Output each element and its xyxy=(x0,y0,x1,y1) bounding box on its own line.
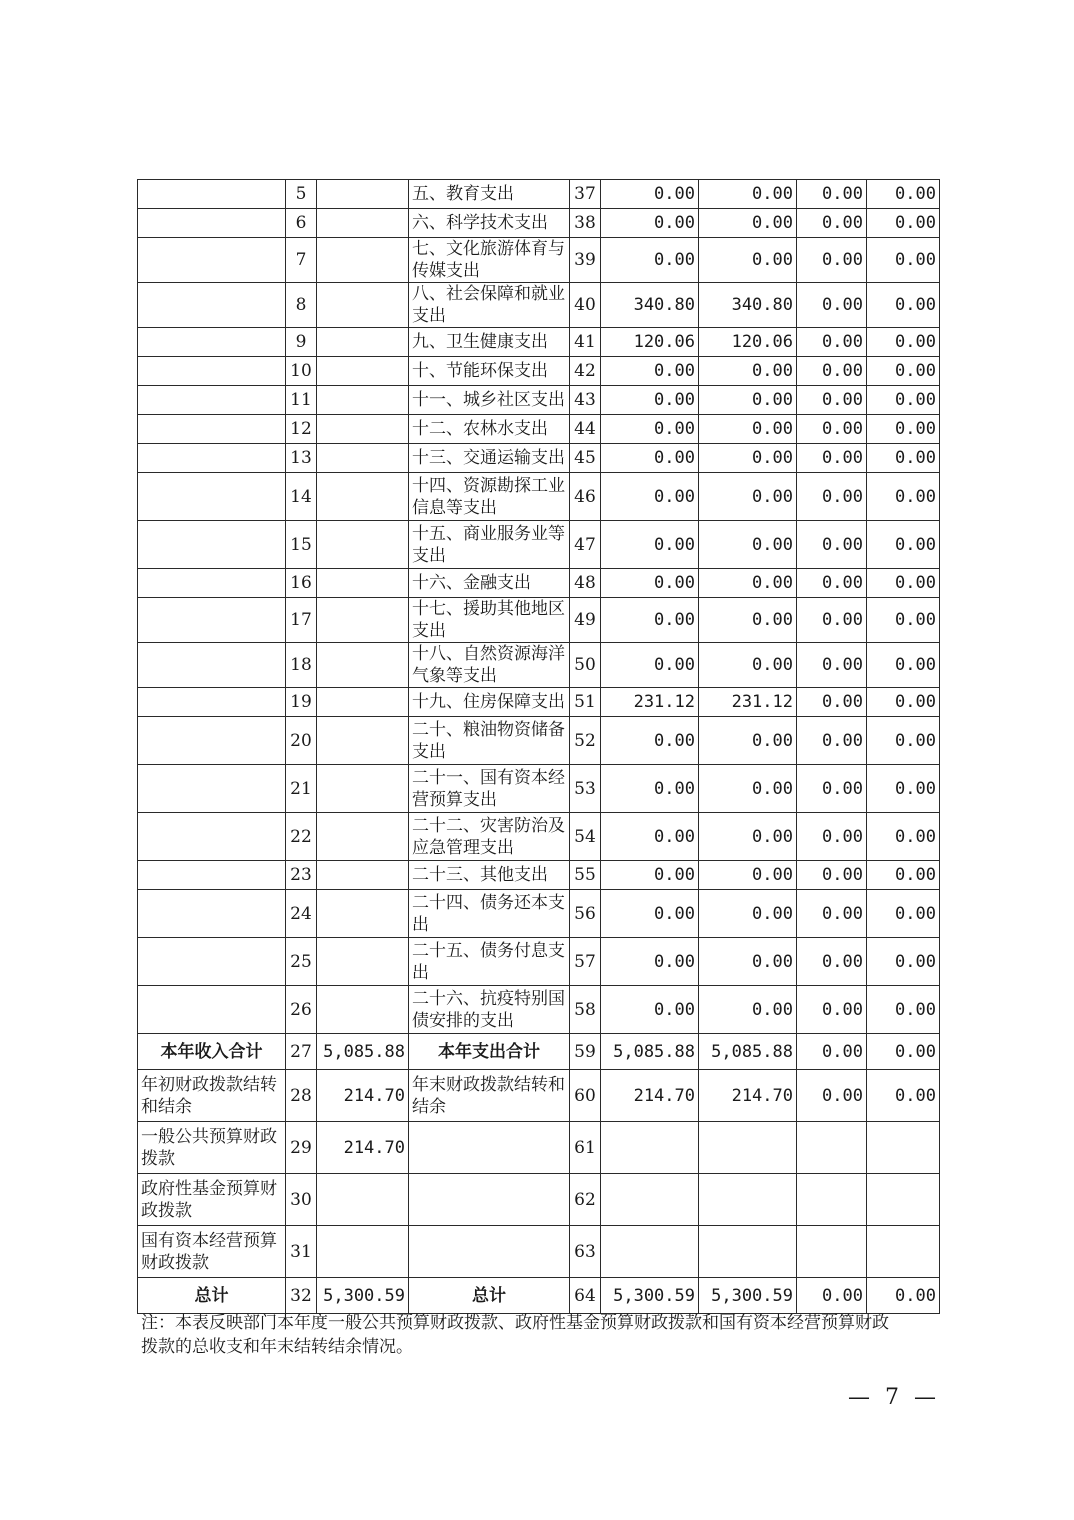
general-budget-amount: 0.00 xyxy=(699,238,797,283)
expense-total: 0.00 xyxy=(601,813,699,861)
income-amount: 214.70 xyxy=(317,1122,409,1174)
expense-total: 0.00 xyxy=(601,444,699,473)
government-fund-amount: 0.00 xyxy=(797,890,867,938)
government-fund-amount: 0.00 xyxy=(797,386,867,415)
general-budget-amount: 0.00 xyxy=(699,813,797,861)
state-capital-amount xyxy=(867,1122,940,1174)
income-amount xyxy=(317,386,409,415)
income-row-number: 29 xyxy=(286,1122,317,1174)
general-budget-amount xyxy=(699,1122,797,1174)
expense-total: 0.00 xyxy=(601,238,699,283)
income-row-number: 7 xyxy=(286,238,317,283)
general-budget-amount: 0.00 xyxy=(699,357,797,386)
government-fund-amount: 0.00 xyxy=(797,444,867,473)
expense-item: 二十一、国有资本经营预算支出 xyxy=(409,765,570,813)
table-row xyxy=(138,328,940,357)
general-budget-amount: 0.00 xyxy=(699,986,797,1034)
table-row xyxy=(138,444,940,473)
income-cell xyxy=(138,386,286,415)
expense-row-number: 52 xyxy=(570,717,601,765)
state-capital-amount xyxy=(867,1174,940,1226)
income-amount: 5,300.59 xyxy=(317,1278,409,1314)
income-row-number: 20 xyxy=(286,717,317,765)
table-row xyxy=(138,890,940,938)
expense-item: 六、科学技术支出 xyxy=(409,209,570,238)
expense-row-number: 55 xyxy=(570,861,601,890)
general-budget-amount: 0.00 xyxy=(699,415,797,444)
expense-row-number: 49 xyxy=(570,598,601,643)
income-amount xyxy=(317,765,409,813)
general-budget-amount: 340.80 xyxy=(699,283,797,328)
expense-item: 年末财政拨款结转和结余 xyxy=(409,1070,570,1122)
income-cell xyxy=(138,861,286,890)
general-budget-amount: 0.00 xyxy=(699,890,797,938)
income-amount xyxy=(317,473,409,521)
expense-item: 九、卫生健康支出 xyxy=(409,328,570,357)
expense-total: 5,085.88 xyxy=(601,1034,699,1070)
expense-row-number: 37 xyxy=(570,180,601,209)
government-fund-amount: 0.00 xyxy=(797,765,867,813)
government-fund-amount: 0.00 xyxy=(797,209,867,238)
state-capital-amount: 0.00 xyxy=(867,986,940,1034)
government-fund-amount: 0.00 xyxy=(797,938,867,986)
government-fund-amount: 0.00 xyxy=(797,688,867,717)
government-fund-amount: 0.00 xyxy=(797,283,867,328)
table-row xyxy=(138,180,940,209)
income-cell xyxy=(138,180,286,209)
income-cell: 本年收入合计 xyxy=(138,1034,286,1070)
state-capital-amount: 0.00 xyxy=(867,328,940,357)
expense-item: 二十六、抗疫特别国债安排的支出 xyxy=(409,986,570,1034)
expense-total: 0.00 xyxy=(601,765,699,813)
expense-item: 二十、粮油物资储备支出 xyxy=(409,717,570,765)
income-amount xyxy=(317,1174,409,1226)
expense-item: 二十五、债务付息支出 xyxy=(409,938,570,986)
income-amount xyxy=(317,209,409,238)
general-budget-amount: 0.00 xyxy=(699,717,797,765)
income-row-number: 26 xyxy=(286,986,317,1034)
expense-item: 八、社会保障和就业支出 xyxy=(409,283,570,328)
expense-item: 总计 xyxy=(409,1278,570,1314)
general-budget-amount xyxy=(699,1226,797,1278)
general-budget-amount: 120.06 xyxy=(699,328,797,357)
expense-item: 二十二、灾害防治及应急管理支出 xyxy=(409,813,570,861)
state-capital-amount: 0.00 xyxy=(867,444,940,473)
general-budget-amount: 5,085.88 xyxy=(699,1034,797,1070)
general-budget-amount: 0.00 xyxy=(699,521,797,569)
state-capital-amount: 0.00 xyxy=(867,209,940,238)
expense-row-number: 41 xyxy=(570,328,601,357)
expense-total: 0.00 xyxy=(601,986,699,1034)
income-row-number: 11 xyxy=(286,386,317,415)
government-fund-amount: 0.00 xyxy=(797,569,867,598)
expense-item xyxy=(409,1226,570,1278)
income-cell xyxy=(138,598,286,643)
expense-total: 0.00 xyxy=(601,861,699,890)
expense-total xyxy=(601,1226,699,1278)
income-row-number: 28 xyxy=(286,1070,317,1122)
income-row-number: 32 xyxy=(286,1278,317,1314)
income-row-number: 21 xyxy=(286,765,317,813)
expense-row-number: 60 xyxy=(570,1070,601,1122)
table-row xyxy=(138,861,940,890)
government-fund-amount xyxy=(797,1226,867,1278)
income-amount xyxy=(317,861,409,890)
income-row-number: 22 xyxy=(286,813,317,861)
income-amount: 214.70 xyxy=(317,1070,409,1122)
table-row xyxy=(138,238,940,283)
income-cell xyxy=(138,717,286,765)
income-cell: 一般公共预算财政拨款 xyxy=(138,1122,286,1174)
general-budget-amount: 0.00 xyxy=(699,938,797,986)
income-cell xyxy=(138,357,286,386)
expense-item: 十六、金融支出 xyxy=(409,569,570,598)
expense-item: 五、教育支出 xyxy=(409,180,570,209)
budget-table xyxy=(137,179,940,1314)
government-fund-amount: 0.00 xyxy=(797,1034,867,1070)
expense-total: 0.00 xyxy=(601,643,699,688)
table-row xyxy=(138,598,940,643)
government-fund-amount: 0.00 xyxy=(797,238,867,283)
income-row-number: 18 xyxy=(286,643,317,688)
income-cell xyxy=(138,521,286,569)
income-amount xyxy=(317,238,409,283)
expense-total: 214.70 xyxy=(601,1070,699,1122)
state-capital-amount: 0.00 xyxy=(867,1070,940,1122)
income-cell xyxy=(138,569,286,598)
general-budget-amount: 0.00 xyxy=(699,569,797,598)
general-budget-amount: 5,300.59 xyxy=(699,1278,797,1314)
income-cell: 总计 xyxy=(138,1278,286,1314)
government-fund-amount: 0.00 xyxy=(797,357,867,386)
table-row xyxy=(138,1278,940,1314)
income-row-number: 19 xyxy=(286,688,317,717)
state-capital-amount: 0.00 xyxy=(867,357,940,386)
expense-row-number: 50 xyxy=(570,643,601,688)
income-row-number: 23 xyxy=(286,861,317,890)
expense-row-number: 51 xyxy=(570,688,601,717)
income-row-number: 13 xyxy=(286,444,317,473)
expense-item: 十一、城乡社区支出 xyxy=(409,386,570,415)
expense-item: 十三、交通运输支出 xyxy=(409,444,570,473)
state-capital-amount: 0.00 xyxy=(867,386,940,415)
government-fund-amount: 0.00 xyxy=(797,861,867,890)
income-amount xyxy=(317,688,409,717)
table-row xyxy=(138,415,940,444)
income-amount xyxy=(317,813,409,861)
expense-row-number: 64 xyxy=(570,1278,601,1314)
government-fund-amount: 0.00 xyxy=(797,328,867,357)
government-fund-amount: 0.00 xyxy=(797,180,867,209)
table-row xyxy=(138,813,940,861)
expense-total: 0.00 xyxy=(601,890,699,938)
state-capital-amount: 0.00 xyxy=(867,688,940,717)
income-row-number: 15 xyxy=(286,521,317,569)
government-fund-amount: 0.00 xyxy=(797,473,867,521)
table-row xyxy=(138,283,940,328)
income-amount xyxy=(317,357,409,386)
table-row xyxy=(138,1174,940,1226)
income-amount xyxy=(317,180,409,209)
table-row xyxy=(138,717,940,765)
general-budget-amount: 0.00 xyxy=(699,765,797,813)
expense-total xyxy=(601,1122,699,1174)
expense-item: 七、文化旅游体育与传媒支出 xyxy=(409,238,570,283)
expense-row-number: 40 xyxy=(570,283,601,328)
income-row-number: 8 xyxy=(286,283,317,328)
expense-row-number: 53 xyxy=(570,765,601,813)
table-row xyxy=(138,938,940,986)
expense-total: 231.12 xyxy=(601,688,699,717)
income-cell xyxy=(138,328,286,357)
state-capital-amount: 0.00 xyxy=(867,861,940,890)
table-row xyxy=(138,1034,940,1070)
expense-item xyxy=(409,1122,570,1174)
expense-item: 十五、商业服务业等支出 xyxy=(409,521,570,569)
state-capital-amount: 0.00 xyxy=(867,765,940,813)
income-amount xyxy=(317,938,409,986)
general-budget-amount: 0.00 xyxy=(699,861,797,890)
table-row xyxy=(138,765,940,813)
expense-item: 十、节能环保支出 xyxy=(409,357,570,386)
page-number: — 7 — xyxy=(848,1385,940,1410)
state-capital-amount: 0.00 xyxy=(867,283,940,328)
income-amount xyxy=(317,415,409,444)
expense-row-number: 58 xyxy=(570,986,601,1034)
expense-total: 0.00 xyxy=(601,569,699,598)
table-row xyxy=(138,386,940,415)
government-fund-amount: 0.00 xyxy=(797,598,867,643)
expense-item: 十八、自然资源海洋气象等支出 xyxy=(409,643,570,688)
table-row xyxy=(138,209,940,238)
expense-item: 十二、农林水支出 xyxy=(409,415,570,444)
general-budget-amount: 0.00 xyxy=(699,386,797,415)
government-fund-amount: 0.00 xyxy=(797,1278,867,1314)
income-row-number: 10 xyxy=(286,357,317,386)
general-budget-amount xyxy=(699,1174,797,1226)
government-fund-amount xyxy=(797,1174,867,1226)
income-cell xyxy=(138,688,286,717)
expense-total: 0.00 xyxy=(601,180,699,209)
expense-row-number: 47 xyxy=(570,521,601,569)
expense-row-number: 63 xyxy=(570,1226,601,1278)
table-row xyxy=(138,986,940,1034)
table-row xyxy=(138,1122,940,1174)
government-fund-amount: 0.00 xyxy=(797,415,867,444)
income-cell xyxy=(138,890,286,938)
income-row-number: 6 xyxy=(286,209,317,238)
state-capital-amount: 0.00 xyxy=(867,569,940,598)
expense-row-number: 46 xyxy=(570,473,601,521)
expense-item: 二十三、其他支出 xyxy=(409,861,570,890)
expense-total: 0.00 xyxy=(601,415,699,444)
expense-row-number: 56 xyxy=(570,890,601,938)
general-budget-amount: 0.00 xyxy=(699,598,797,643)
income-row-number: 16 xyxy=(286,569,317,598)
income-amount xyxy=(317,598,409,643)
income-cell xyxy=(138,986,286,1034)
expense-total: 0.00 xyxy=(601,598,699,643)
income-amount xyxy=(317,717,409,765)
income-cell xyxy=(138,238,286,283)
expense-item: 十九、住房保障支出 xyxy=(409,688,570,717)
expense-row-number: 42 xyxy=(570,357,601,386)
income-row-number: 5 xyxy=(286,180,317,209)
income-row-number: 9 xyxy=(286,328,317,357)
state-capital-amount xyxy=(867,1226,940,1278)
income-cell xyxy=(138,209,286,238)
expense-row-number: 57 xyxy=(570,938,601,986)
government-fund-amount xyxy=(797,1122,867,1174)
expense-row-number: 39 xyxy=(570,238,601,283)
table-row xyxy=(138,521,940,569)
table-row xyxy=(138,357,940,386)
state-capital-amount: 0.00 xyxy=(867,1034,940,1070)
state-capital-amount: 0.00 xyxy=(867,890,940,938)
table-row xyxy=(138,643,940,688)
expense-total: 0.00 xyxy=(601,209,699,238)
expense-row-number: 43 xyxy=(570,386,601,415)
government-fund-amount: 0.00 xyxy=(797,813,867,861)
income-amount xyxy=(317,1226,409,1278)
income-cell xyxy=(138,813,286,861)
expense-item xyxy=(409,1174,570,1226)
expense-row-number: 44 xyxy=(570,415,601,444)
income-cell xyxy=(138,938,286,986)
expense-row-number: 45 xyxy=(570,444,601,473)
state-capital-amount: 0.00 xyxy=(867,1278,940,1314)
general-budget-amount: 0.00 xyxy=(699,180,797,209)
table-row xyxy=(138,1070,940,1122)
income-amount xyxy=(317,890,409,938)
table-note: 注：本表反映部门本年度一般公共预算财政拨款、政府性基金预算财政拨款和国有资本经营预算财政拨款的总收支和年末结转结余情况。 xyxy=(141,1313,889,1357)
income-amount xyxy=(317,986,409,1034)
income-row-number: 31 xyxy=(286,1226,317,1278)
income-amount xyxy=(317,521,409,569)
expense-total: 5,300.59 xyxy=(601,1278,699,1314)
income-row-number: 17 xyxy=(286,598,317,643)
general-budget-amount: 0.00 xyxy=(699,444,797,473)
expense-item: 二十四、债务还本支出 xyxy=(409,890,570,938)
table-row xyxy=(138,569,940,598)
income-amount xyxy=(317,283,409,328)
expense-item: 十四、资源勘探工业信息等支出 xyxy=(409,473,570,521)
expense-total: 0.00 xyxy=(601,521,699,569)
expense-total: 120.06 xyxy=(601,328,699,357)
state-capital-amount: 0.00 xyxy=(867,473,940,521)
general-budget-amount: 214.70 xyxy=(699,1070,797,1122)
state-capital-amount: 0.00 xyxy=(867,180,940,209)
income-amount xyxy=(317,328,409,357)
income-cell: 年初财政拨款结转和结余 xyxy=(138,1070,286,1122)
expense-total: 0.00 xyxy=(601,357,699,386)
state-capital-amount: 0.00 xyxy=(867,717,940,765)
income-cell xyxy=(138,473,286,521)
expense-row-number: 59 xyxy=(570,1034,601,1070)
income-amount xyxy=(317,444,409,473)
government-fund-amount: 0.00 xyxy=(797,521,867,569)
income-cell xyxy=(138,643,286,688)
expense-row-number: 62 xyxy=(570,1174,601,1226)
general-budget-amount: 0.00 xyxy=(699,209,797,238)
income-cell: 国有资本经营预算财政拨款 xyxy=(138,1226,286,1278)
income-row-number: 27 xyxy=(286,1034,317,1070)
income-amount: 5,085.88 xyxy=(317,1034,409,1070)
income-cell xyxy=(138,283,286,328)
expense-item: 本年支出合计 xyxy=(409,1034,570,1070)
general-budget-amount: 0.00 xyxy=(699,473,797,521)
income-cell: 政府性基金预算财政拨款 xyxy=(138,1174,286,1226)
state-capital-amount: 0.00 xyxy=(867,813,940,861)
state-capital-amount: 0.00 xyxy=(867,643,940,688)
state-capital-amount: 0.00 xyxy=(867,598,940,643)
expense-total: 0.00 xyxy=(601,473,699,521)
expense-row-number: 61 xyxy=(570,1122,601,1174)
expense-row-number: 48 xyxy=(570,569,601,598)
general-budget-amount: 231.12 xyxy=(699,688,797,717)
expense-total: 0.00 xyxy=(601,938,699,986)
income-row-number: 12 xyxy=(286,415,317,444)
government-fund-amount: 0.00 xyxy=(797,1070,867,1122)
government-fund-amount: 0.00 xyxy=(797,986,867,1034)
income-amount xyxy=(317,569,409,598)
expense-row-number: 38 xyxy=(570,209,601,238)
state-capital-amount: 0.00 xyxy=(867,415,940,444)
state-capital-amount: 0.00 xyxy=(867,238,940,283)
expense-row-number: 54 xyxy=(570,813,601,861)
general-budget-amount: 0.00 xyxy=(699,643,797,688)
expense-total: 0.00 xyxy=(601,717,699,765)
government-fund-amount: 0.00 xyxy=(797,643,867,688)
government-fund-amount: 0.00 xyxy=(797,717,867,765)
income-amount xyxy=(317,643,409,688)
income-cell xyxy=(138,765,286,813)
income-row-number: 30 xyxy=(286,1174,317,1226)
income-row-number: 14 xyxy=(286,473,317,521)
state-capital-amount: 0.00 xyxy=(867,521,940,569)
state-capital-amount: 0.00 xyxy=(867,938,940,986)
expense-item: 十七、援助其他地区支出 xyxy=(409,598,570,643)
income-row-number: 24 xyxy=(286,890,317,938)
table-row xyxy=(138,1226,940,1278)
expense-total: 0.00 xyxy=(601,386,699,415)
expense-total: 340.80 xyxy=(601,283,699,328)
table-row xyxy=(138,473,940,521)
table-row xyxy=(138,688,940,717)
expense-total xyxy=(601,1174,699,1226)
income-cell xyxy=(138,415,286,444)
income-cell xyxy=(138,444,286,473)
income-row-number: 25 xyxy=(286,938,317,986)
